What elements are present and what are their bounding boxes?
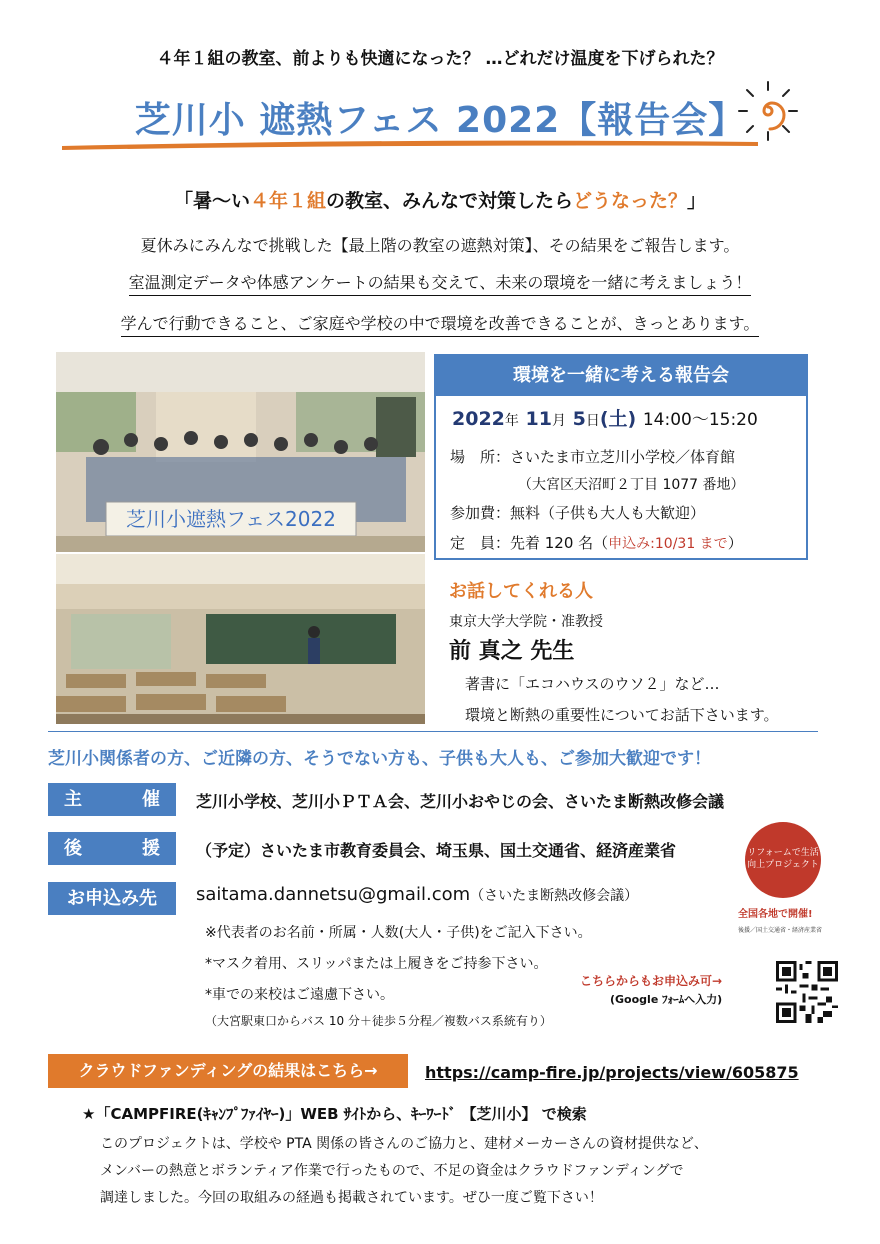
label-char: 後 (64, 838, 82, 859)
crowdfunding-link[interactable]: https://camp-fire.jp/projects/view/605875 (425, 1063, 799, 1082)
date-unit: 日 (585, 413, 600, 429)
event-fee: 参加費：無料（子供も大人も大歓迎） (450, 504, 706, 522)
support-text: （予定）さいたま市教育委員会、埼玉県、国土交通省、経済産業省 (196, 841, 677, 860)
lead-part: 「暑〜い (173, 190, 250, 212)
body-paragraph-line: 調達しました。今回の取組みの経過も掲載されています。ぜひ一度ご覧下さい！ (100, 1190, 603, 1206)
intro-line (0, 270, 880, 293)
apply-email-row (196, 884, 638, 905)
intro-underlined: 室温測定データや体感アンケートの結果も交えて、未来の環境を一緒に考えましょう！ (129, 273, 752, 296)
welcome-text: 芝川小関係者の方、ご近隣の方、そうでない方も、子供も大人も、ご参加大歓迎です！ (48, 749, 711, 769)
capacity-text: 定 員：先着 120 名（ (450, 534, 609, 552)
lead-accent: どうなった？ (573, 190, 688, 212)
deadline-text: 申込み:10/31 まで (608, 536, 728, 552)
date-month: 11 (525, 408, 552, 430)
note-line: ※代表者のお名前・所属・人数(大人・子供)をご記入下さい。 (205, 925, 592, 941)
speaker-name: 前 真之 先生 (449, 639, 575, 664)
intro-underlined: 学んで行動できること、ご家庭や学校の中で環境を改善できることが、きっとあります。 (121, 314, 760, 337)
project-badge: リフォームで生活向上プロジェクト (745, 822, 821, 898)
intro-line (0, 311, 880, 334)
sponsor-text: 芝川小学校、芝川小ＰＴＡ会、芝川小おやじの会、さいたま断熱改修会議 (196, 792, 725, 811)
email-link[interactable]: saitama.dannetsu@gmail.com (196, 884, 471, 905)
date-unit: 月 (551, 413, 566, 429)
date-weekday: (土) (599, 408, 637, 430)
lead-text (0, 186, 880, 213)
email-org: （さいたま断熱改修会議） (470, 888, 639, 904)
body-paragraph-line: メンバーの熱意とボランティア作業で行ったもので、不足の資金はクラウドファンディングで (100, 1163, 684, 1179)
capacity-close: ） (727, 534, 743, 552)
header-subtitle: ４年１組の教室、前よりも快適になった？ …どれだけ温度を下げられた？ (156, 49, 724, 69)
event-address: （大宮区天沼町２丁目 1077 番地） (518, 477, 745, 493)
sponsor-label (48, 783, 176, 816)
event-heading: 環境を一緒に考える報告会 (436, 356, 806, 396)
banner-text: 芝川小遮熱フェス2022 (126, 507, 336, 531)
crowdfunding-label: クラウドファンディングの結果はこちら→ (48, 1054, 408, 1088)
intro-line: 夏休みにみんなで挑戦した【最上階の教室の遮熱対策】、その結果をご報告します。 (140, 236, 740, 255)
title-underline-swoosh (60, 132, 760, 156)
page-title: 芝川小 遮熱フェス 2022【報告会】 (134, 100, 746, 141)
lead-part: の教室、みんなで対策したら (325, 190, 573, 212)
date-unit: 年 (504, 413, 519, 429)
badge-sub: 後援／国土交通省・経済産業省 (738, 927, 823, 934)
sun-icon (735, 78, 801, 144)
speaker-heading: お話してくれる人 (449, 581, 593, 602)
support-label (48, 832, 176, 865)
qr-code-icon[interactable] (776, 961, 838, 1023)
lead-accent: ４年１組 (249, 190, 326, 212)
date-day: 5 (572, 408, 586, 430)
event-date (452, 404, 758, 431)
form-sub: (Google ﾌｫｰﾑへ入力) (610, 993, 723, 1006)
event-time: 14:00〜15:20 (642, 410, 758, 430)
date-year: 2022 (452, 408, 505, 430)
label-char: 主 (64, 789, 82, 810)
note-line: *車での来校はご遠慮下さい。 (205, 987, 394, 1003)
speaker-book: 著書に「エコハウスのウソ２」など… (465, 675, 720, 693)
apply-label: お申込み先 (48, 882, 176, 915)
form-link[interactable]: こちらからもお申込み可→ (580, 974, 723, 988)
group-photo (56, 352, 425, 552)
label-char: 催 (142, 789, 160, 810)
speaker-affiliation: 東京大学大学院・准教授 (449, 614, 603, 630)
body-paragraph-line: このプロジェクトは、学校や PTA 関係の皆さんのご協力と、建材メーカーさんの資材提供など、 (100, 1136, 708, 1152)
search-instruction: ★「CAMPFIRE(ｷｬﾝﾌﾟﾌｧｲﾔｰ)」WEB ｻｲﾄから、ｷｰﾜｰﾄﾞ 【芝川小】 で検索 (82, 1105, 587, 1123)
event-place: 場 所：さいたま市立芝川小学校／体育館 (450, 448, 736, 466)
event-capacity (450, 532, 743, 553)
badge-caption: 全国各地で開催! (738, 909, 813, 920)
lead-part: 」 (687, 190, 707, 212)
label-char: 援 (142, 838, 160, 859)
note-line: *マスク着用、スリッパまたは上履きをご持参下さい。 (205, 956, 548, 972)
divider (48, 731, 818, 732)
classroom-photo (56, 554, 425, 724)
event-info-box (434, 354, 808, 560)
note-line: （大宮駅東口からバス 10 分＋徒歩５分程／複数バス系統有り） (205, 1014, 552, 1028)
speaker-talk: 環境と断熱の重要性についてお話下さいます。 (465, 706, 779, 724)
